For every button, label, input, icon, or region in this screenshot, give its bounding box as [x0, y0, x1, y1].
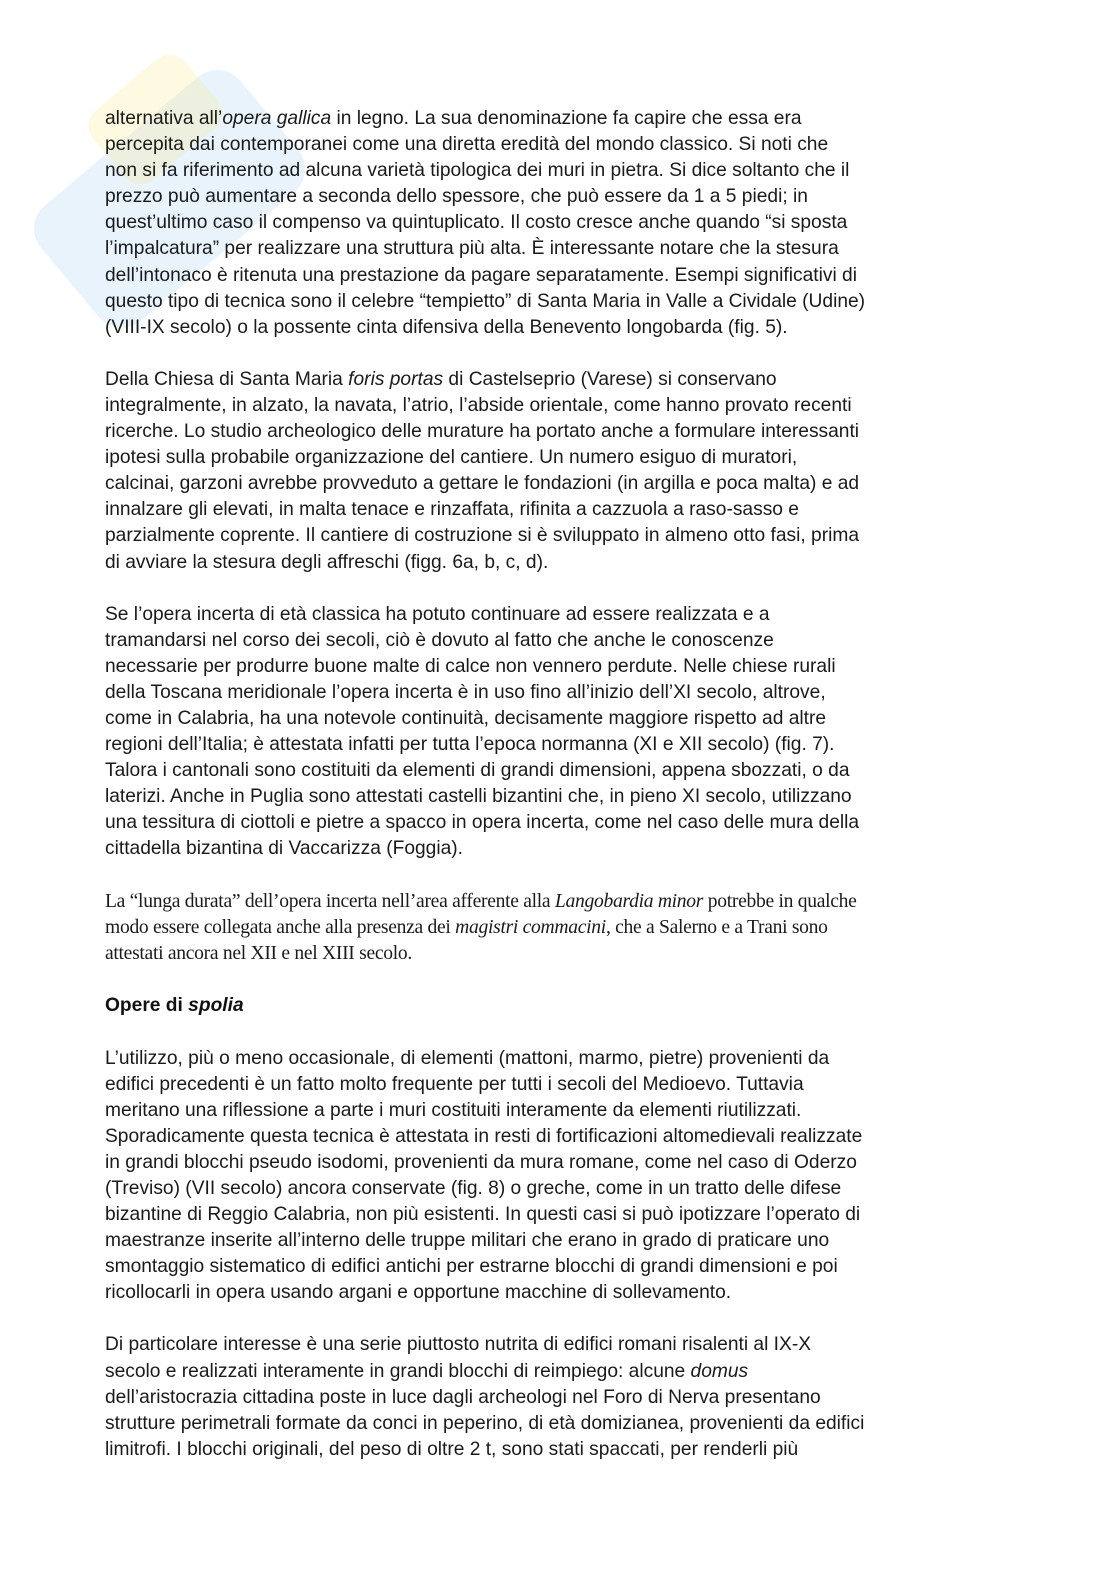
text-line — [105, 1124, 1005, 1150]
text: prezzo può aumentare a seconda dello spessore, che può essere da 1 a 5 piedi; in — [105, 186, 808, 208]
text-line — [105, 236, 1005, 262]
text: integralmente, in alzato, la navata, l’atrio, l’abside orientale, come hanno provato recenti — [105, 394, 852, 416]
text-line — [105, 993, 1005, 1019]
text-line — [105, 1385, 1005, 1411]
text: laterizi. Anche in Puglia sono attestati castelli bizantini che, in pieno XI secolo, utilizzano — [105, 786, 852, 808]
text-line — [105, 1332, 1005, 1358]
text: calcinai, garzoni avrebbe provveduto a gettare le fondazioni (in argilla e poca malta) e ad — [105, 473, 860, 495]
text-line — [105, 550, 1005, 576]
text: ricollocarli in opera usando argani e opportune macchine di sollevamento. — [105, 1282, 732, 1304]
text: non si fa riferimento ad alcuna varietà tipologica dei muri in pietra. Si dice soltanto che il — [105, 160, 850, 182]
text: Se l’opera incerta di età classica ha potuto continuare ad essere realizzata e a — [105, 603, 770, 625]
text: della Toscana meridionale l’opera incerta è in uso fino all’inizio dell’XI secolo, altrove, — [105, 681, 826, 703]
text: smontaggio sistematico di edifici antichi per estrarne blocchi di grandi dimensioni e poi — [105, 1256, 838, 1278]
text-line — [105, 602, 1005, 628]
italic-text: foris portas — [348, 368, 444, 390]
text: ipotesi sulla probabile organizzazione del cantiere. Un numero esiguo di muratori, — [105, 447, 798, 469]
text: Di particolare interesse è una serie piuttosto nutrita di edifici romani risalenti al IX-X — [105, 1334, 812, 1356]
text: regioni dell’Italia; è attestata infatti per tutta l’epoca normanna (XI e XII secolo) (fig. 7). — [105, 734, 835, 756]
text: in legno. La sua denominazione fa capire che essa era — [331, 108, 802, 129]
text: ricerche. Lo studio archeologico delle murature ha portato anche a formulare interessanti — [105, 421, 860, 443]
text: di avviare la stesura degli affreschi (figg. 6a, b, c, d). — [105, 551, 549, 573]
text: come in Calabria, ha una notevole continuità, decisamente maggiore rispetto ad altre — [105, 707, 827, 729]
text: necessarie per produrre buone malte di calce non vennero perdute. Nelle chiese rurali — [105, 655, 836, 677]
text: bizantine di Reggio Calabria, non più esistenti. In questi casi si può ipotizzare l’operato di — [105, 1204, 861, 1226]
text-line — [105, 654, 1005, 680]
text: edifici precedenti è un fatto molto frequente per tutti i secoli del Medioevo. Tuttavia — [105, 1073, 804, 1095]
paragraph — [105, 1332, 1005, 1462]
text: questo tipo di tecnica sono il celebre “tempietto” di Santa Maria in Valle a Cividale (Udine) — [105, 290, 866, 312]
text-line — [105, 784, 1005, 810]
text-line — [105, 419, 1005, 445]
text-line — [105, 315, 1005, 341]
text-line — [105, 941, 1005, 967]
text: secolo e realizzati interamente in grandi blocchi di reimpiego: alcune — [105, 1360, 691, 1382]
text-line — [105, 523, 1005, 549]
text-line — [105, 497, 1005, 523]
text: (Treviso) (VII secolo) ancora conservate (fig. 8) o greche, come in un tratto delle difese — [105, 1178, 842, 1199]
text: l’impalcatura” per realizzare una struttura più alta. È interessante notare che la stesura — [105, 238, 839, 260]
text-line — [105, 1150, 1005, 1176]
text-line — [105, 1228, 1005, 1254]
text: meritano una riflessione a parte i muri costituiti interamente da elementi riutilizzati. — [105, 1099, 802, 1121]
text: Della Chiesa di Santa Maria — [105, 368, 349, 390]
italic-text: Langobardia minor — [554, 890, 704, 912]
text-line — [105, 210, 1005, 236]
section-heading — [105, 993, 1005, 1019]
text: tramandarsi nel corso dei secoli, ciò è dovuto al fatto che anche le conoscenze — [105, 629, 774, 651]
text-line — [105, 1072, 1005, 1098]
text-line — [105, 810, 1005, 836]
text: in grandi blocchi pseudo isodomi, provenienti da mura romane, come nel caso di Oderzo — [105, 1151, 857, 1173]
paragraph — [105, 602, 1005, 863]
text: L’utilizzo, più o meno occasionale, di elementi (mattoni, marmo, pietre) provenienti da — [105, 1047, 830, 1069]
italic-text: domus — [690, 1360, 749, 1382]
text: limitrofi. I blocchi originali, del peso di oltre 2 t, sono stati spaccati, per renderli più — [105, 1438, 799, 1460]
text-line — [105, 915, 1005, 941]
text: parzialmente coprente. Il cantiere di costruzione si è sviluppato in almeno otto fasi, prima — [105, 525, 860, 547]
paragraph — [105, 1046, 1005, 1307]
text-line — [105, 184, 1005, 210]
italic-text: opera gallica — [222, 108, 332, 129]
text: quest’ultimo caso il compenso va quintuplicato. Il costo cresce anche quando “si sposta — [105, 212, 848, 234]
text: Opere di — [105, 994, 189, 1016]
text: maestranze inserite all’interno delle truppe militari che erano in grado di praticare uno — [105, 1230, 830, 1252]
text-line — [105, 289, 1005, 315]
text: potrebbe in qualche — [703, 890, 857, 912]
paragraph — [105, 106, 1005, 341]
text-line — [105, 1176, 1005, 1202]
text: dell’intonaco è ritenuta una prestazione da pagare separatamente. Esempi significativi di — [105, 264, 857, 286]
text-line — [105, 732, 1005, 758]
text: strutture perimetrali formate da conci in peperino, di età domizianea, provenienti da edifici — [105, 1412, 865, 1434]
text: , che a Salerno e a Trani sono — [605, 916, 828, 938]
text: modo essere collegata anche alla presenza dei — [105, 916, 456, 938]
text: (VIII-IX secolo) o la possente cinta difensiva della Benevento longobarda (fig. 5). — [105, 316, 788, 338]
text: alternativa all’ — [105, 108, 223, 129]
document-page — [105, 106, 1005, 1489]
text-line — [105, 1411, 1005, 1437]
text: Talora i cantonali sono costituiti da elementi di grandi dimensioni, appena sbozzati, o da — [105, 760, 850, 782]
text: Sporadicamente questa tecnica è attestata in resti di fortificazioni altomedievali realizzate — [105, 1125, 863, 1147]
text-line — [105, 628, 1005, 654]
text: una tessitura di ciottoli e pietre a spacco in opera incerta, come nel caso delle mura della — [105, 812, 860, 834]
text-line — [105, 132, 1005, 158]
text-line — [105, 1437, 1005, 1463]
text-line — [105, 1254, 1005, 1280]
text-line — [105, 158, 1005, 184]
text-line — [105, 393, 1005, 419]
text-line — [105, 445, 1005, 471]
text-line — [105, 1280, 1005, 1306]
text: di Castelseprio (Varese) si conservano — [443, 368, 777, 390]
text-line — [105, 889, 1005, 915]
text-line — [105, 1098, 1005, 1124]
text-line — [105, 1046, 1005, 1072]
text-line — [105, 263, 1005, 289]
text: attestati ancora nel XII e nel XIII secolo. — [105, 942, 412, 964]
text-line — [105, 1359, 1005, 1385]
text: innalzare gli elevati, in malta tenace e rinzaffata, rifinita a cazzuola a raso-sasso e — [105, 499, 799, 521]
text-line — [105, 106, 1005, 132]
text: La “lunga durata” dell’opera incerta nell’area afferente alla — [105, 890, 555, 912]
paragraph — [105, 889, 1005, 967]
italic-text: magistri commacini — [455, 916, 606, 938]
text: percepita dai contemporanei come una diretta eredità del mondo classico. Si noti che — [105, 134, 829, 156]
text-line — [105, 758, 1005, 784]
text-line — [105, 1202, 1005, 1228]
text-line — [105, 836, 1005, 862]
text: cittadella bizantina di Vaccarizza (Foggia). — [105, 838, 463, 860]
text-line — [105, 367, 1005, 393]
italic-text: spolia — [188, 994, 244, 1016]
text-line — [105, 706, 1005, 732]
text-line — [105, 680, 1005, 706]
text-line — [105, 471, 1005, 497]
paragraph — [105, 367, 1005, 576]
text: dell’aristocrazia cittadina poste in luce dagli archeologi nel Foro di Nerva presentano — [105, 1386, 821, 1408]
